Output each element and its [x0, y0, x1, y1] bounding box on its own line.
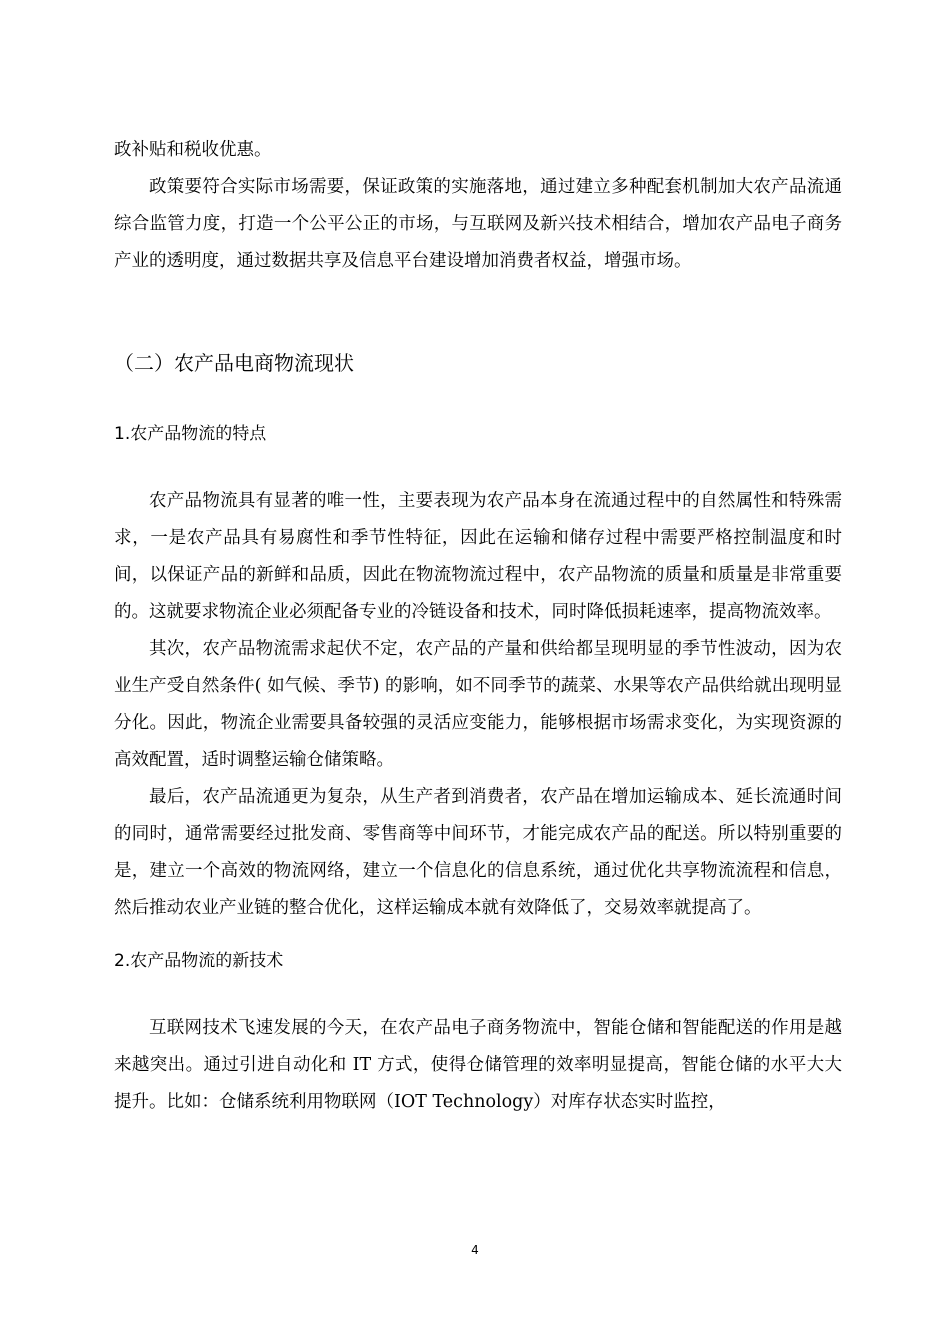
body-paragraph: 农产品物流具有显著的唯一性，主要表现为农产品本身在流通过程中的自然属性和特殊需求，一是农产品具有易腐性和季节性特征，因此在运输和储存过程中需要严格控制温度和时间，以保证产品的新鲜和品质，因此在物流物流过程中，农产品物流的质量和质量是非常重要的。这就要求物流企业必须配备专业的冷链设备和技术，同时降低损耗速率，提高物流效率。 — [114, 491, 842, 622]
spacer — [114, 280, 842, 348]
spacer — [114, 975, 842, 1010]
page-number: 4 — [471, 1243, 479, 1257]
body-paragraph: 最后，农产品流通更为复杂，从生产者到消费者，农产品在增加运输成本、延长流通时间的同时，通常需要经过批发商、零售商等中间环节，才能完成农产品的配送。所以特别重要的是，建立一个高效的物流网络，建立一个信息化的信息系统，通过优化共享物流流程和信息，然后推动农业产业链的整合优化，这样运输成本就有效降低了，交易效率就提高了。 — [114, 787, 842, 918]
spacer — [114, 378, 842, 420]
subsection-heading: 1.农产品物流的特点 — [114, 424, 267, 444]
subsection-heading: 2.农产品物流的新技术 — [114, 951, 284, 971]
spacer — [114, 927, 842, 947]
section-heading: （二）农产品电商物流现状 — [114, 351, 354, 375]
spacer — [114, 448, 842, 483]
body-paragraph: 政补贴和税收优惠。 — [114, 140, 272, 160]
body-paragraph: 政策要符合实际市场需要，保证政策的实施落地，通过建立多种配套机制加大农产品流通综合监管力度，打造一个公平公正的市场，与互联网及新兴技术相结合，增加农产品电子商务产业的透明度，通过数据共享及信息平台建设增加消费者权益，增强市场。 — [114, 177, 842, 271]
page-content — [114, 132, 842, 1121]
body-paragraph: 互联网技术飞速发展的今天，在农产品电子商务物流中，智能仓储和智能配送的作用是越来越突出。通过引进自动化和 IT 方式，使得仓储管理的效率明显提高，智能仓储的水平大大提升。比如：仓储系统利用物联网（IOT Technology）对库存状态实时监控， — [114, 1018, 842, 1112]
body-paragraph: 其次，农产品物流需求起伏不定，农产品的产量和供给都呈现明显的季节性波动，因为农业生产受自然条件( 如气候、季节) 的影响，如不同季节的蔬菜、水果等农产品供给就出现明显分化。因此，物流企业需要具备较强的灵活应变能力，能够根据市场需求变化，为实现资源的高效配置，适时调整运输仓储策略。 — [114, 639, 842, 770]
